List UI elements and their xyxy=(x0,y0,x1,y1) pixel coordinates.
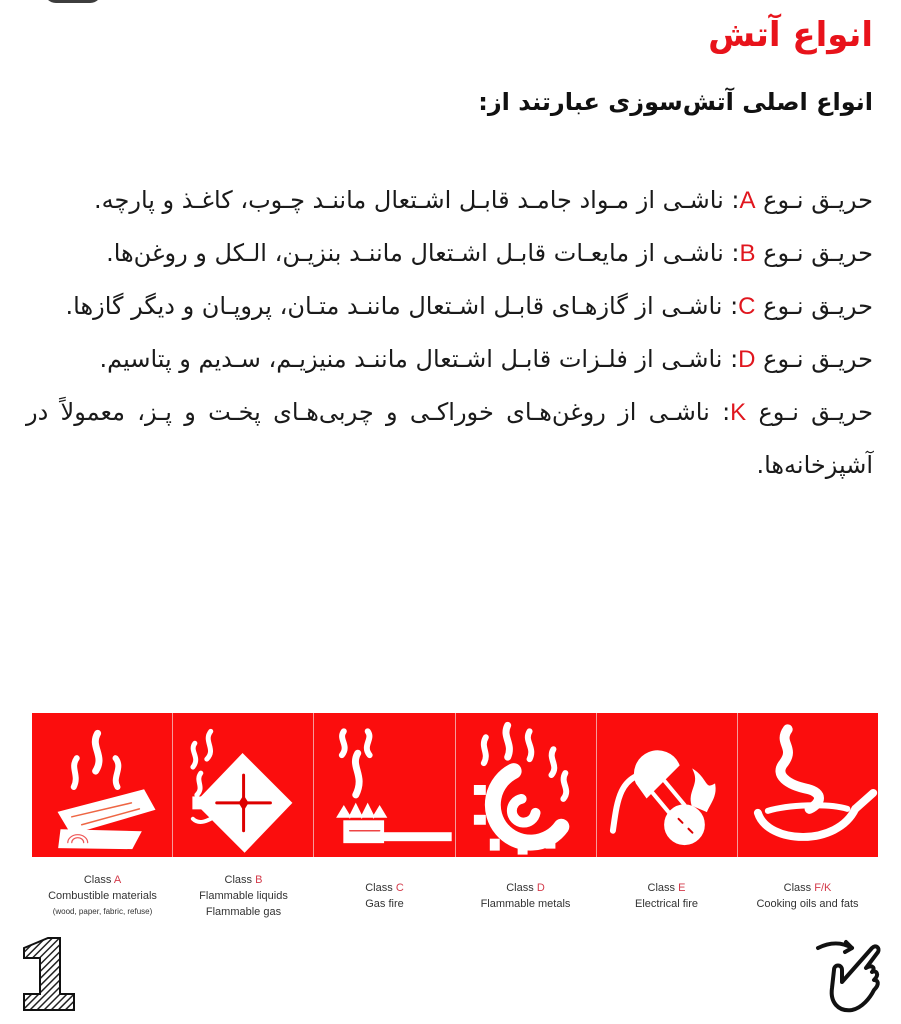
caption-line: Flammable liquids xyxy=(199,890,288,902)
class-letter: F/K xyxy=(814,882,832,894)
class-word: Class xyxy=(365,882,393,894)
fire-type-description: : ناشـی از گازهـای قابـل اشـتعال ماننـد متـان، پروپـان و دیگر گازها. xyxy=(65,292,739,320)
class-letter: C xyxy=(738,293,756,320)
fire-type-prefix: حریـق نـوع xyxy=(755,292,873,320)
electrical-plug-fire-icon xyxy=(597,713,738,857)
class-word: Class xyxy=(783,882,812,894)
fire-type-paragraph-d xyxy=(26,333,873,386)
caption-line: Flammable gas xyxy=(205,906,282,918)
caption-class-b xyxy=(173,872,314,920)
caption-line: Cooking oils and fats xyxy=(756,898,859,910)
number-one-icon xyxy=(18,936,78,1012)
gas-burner-icon xyxy=(314,713,455,857)
class-word: Class xyxy=(83,874,112,886)
fire-class-captions xyxy=(32,872,878,920)
fire-type-paragraph-k xyxy=(26,386,873,491)
metal-gear-fire-icon xyxy=(456,713,597,857)
fire-type-description: : ناشـی از فلـزات قابـل اشـتعال ماننـد منیزیـم، سـدیم و پتاسیم. xyxy=(99,345,739,373)
class-letter: E xyxy=(678,882,686,894)
class-letter: D xyxy=(536,882,545,894)
fire-type-prefix: حریـق نـوع xyxy=(755,345,873,373)
class-letter: A xyxy=(113,874,122,886)
swipe-hand-icon[interactable] xyxy=(812,934,888,1014)
fire-type-prefix: حریـق نـوع xyxy=(746,398,873,426)
top-handle xyxy=(44,0,102,3)
class-letter: C xyxy=(395,882,404,894)
class-letter: D xyxy=(738,346,756,373)
fire-types-list xyxy=(26,174,873,491)
caption-line: Electrical fire xyxy=(635,898,698,910)
class-letter: K xyxy=(730,399,747,426)
caption-class-fk xyxy=(737,872,878,920)
fire-type-description: : ناشـی از روغن‌هـای خوراکـی و چربی‌هـای پخـت و پـز، معمولاً در آشپزخانه‌ها. xyxy=(26,398,873,479)
wood-logs-fire-icon xyxy=(32,713,173,857)
class-word: Class xyxy=(506,882,534,894)
caption-line: Flammable metals xyxy=(480,898,571,910)
fuel-canister-icon xyxy=(173,713,314,857)
fire-class-icons-strip xyxy=(32,713,878,857)
fire-type-prefix: حریـق نـوع xyxy=(755,186,873,214)
frying-pan-fire-icon xyxy=(738,713,878,857)
caption-line: Gas fire xyxy=(365,898,404,910)
class-word: Class xyxy=(647,882,676,894)
class-word: Class xyxy=(224,874,253,886)
caption-class-e xyxy=(596,872,737,920)
caption-class-d xyxy=(455,872,596,920)
fire-type-description: : ناشـی از مایعـات قابـل اشـتعال ماننـد بنزیـن، الـکل و روغن‌ها. xyxy=(106,239,740,267)
caption-line: (wood, paper, fabric, refuse) xyxy=(52,907,153,916)
caption-class-c xyxy=(314,872,455,920)
page-title: انواع آتش xyxy=(708,15,873,55)
caption-class-a xyxy=(32,872,173,920)
class-letter: A xyxy=(739,187,756,214)
class-letter: B xyxy=(739,240,756,267)
page-subtitle: انواع اصلی آتش‌سوزی عبارتند از: xyxy=(478,88,873,116)
fire-type-prefix: حریـق نـوع xyxy=(755,239,873,267)
class-letter: B xyxy=(255,874,263,886)
caption-line: Combustible materials xyxy=(48,890,157,902)
fire-type-paragraph-b xyxy=(26,227,873,280)
fire-type-paragraph-a xyxy=(26,174,873,227)
fire-type-paragraph-c xyxy=(26,280,873,333)
fire-type-description: : ناشـی از مـواد جامـد قابـل اشـتعال ماننـد چـوب، کاغـذ و پارچه. xyxy=(94,186,740,214)
